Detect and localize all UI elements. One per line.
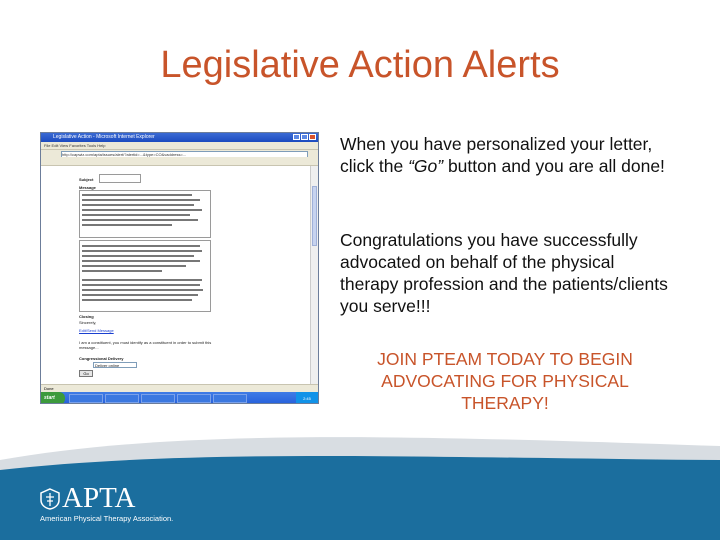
text-line <box>82 250 202 252</box>
text-line <box>82 270 162 272</box>
status-bar: Done <box>41 384 318 392</box>
window-title: Legislative Action - Microsoft Internet Explorer <box>53 134 155 140</box>
text-line <box>82 214 190 216</box>
message-textarea-1[interactable] <box>79 190 211 238</box>
go-quote: “Go” <box>408 156 444 176</box>
system-tray-clock: 2:45 <box>296 392 318 404</box>
closing-value: Sincerely, <box>79 320 97 325</box>
text-line <box>82 294 198 296</box>
text-line <box>82 260 200 262</box>
browser-menubar[interactable]: File Edit View Favorites Tools Help <box>41 142 318 149</box>
window-titlebar <box>41 133 318 142</box>
text-line <box>82 219 198 221</box>
text-line <box>82 204 194 206</box>
address-field[interactable]: http://capwiz.com/apta/issues/alert/?alertid=...&type=CO&vaddress=... <box>61 151 308 158</box>
instruction-paragraph <box>340 133 670 177</box>
apta-emblem-icon <box>40 488 60 510</box>
taskbar-item[interactable] <box>177 394 211 403</box>
taskbar <box>41 392 318 404</box>
taskbar-item[interactable] <box>141 394 175 403</box>
subject-label: Subject <box>79 177 94 182</box>
go-button[interactable]: Go <box>79 370 93 377</box>
maximize-button[interactable] <box>301 134 308 140</box>
slide-title: Legislative Action Alerts <box>160 44 560 86</box>
start-button[interactable]: start <box>41 392 65 404</box>
taskbar-item[interactable] <box>213 394 247 403</box>
window-controls <box>293 134 316 140</box>
links-toolbar <box>41 157 318 166</box>
edit-message-link[interactable]: Edit/Send Message <box>79 328 114 333</box>
text-line <box>82 245 200 247</box>
text-line <box>82 284 200 286</box>
web-page <box>41 166 312 384</box>
text-line <box>82 194 192 196</box>
logo-name: APTA <box>62 482 136 514</box>
taskbar-item[interactable] <box>69 394 103 403</box>
browser-screenshot <box>40 132 319 404</box>
minimize-button[interactable] <box>293 134 300 140</box>
close-button[interactable] <box>309 134 316 140</box>
text-line <box>82 224 172 226</box>
instruction-text-1: When you have personalized your letter, click the <box>340 134 653 176</box>
text-line <box>82 255 194 257</box>
message-label: Message <box>79 185 96 190</box>
taskbar-item[interactable] <box>105 394 139 403</box>
logo-subtitle: American Physical Therapy Association. <box>40 514 174 523</box>
constituent-checkbox-text[interactable]: I am a constituent, you must identify as a constituent in order to submit this message... <box>79 340 212 350</box>
subject-input[interactable] <box>99 174 141 183</box>
text-line <box>82 289 203 291</box>
text-line <box>82 265 186 267</box>
vertical-scrollbar[interactable] <box>310 166 318 384</box>
congratulations-paragraph: Congratulations you have successfully advocated on behalf of the physical therapy profession and the patients/clients you serve!!! <box>340 230 668 316</box>
scrollbar-thumb[interactable] <box>312 186 317 246</box>
closing-label: Closing <box>79 314 94 319</box>
text-line <box>82 199 200 201</box>
text-line <box>82 209 202 211</box>
delivery-select[interactable]: Deliver online <box>93 362 137 368</box>
instruction-text-2: button and you are all done! <box>443 156 665 176</box>
call-to-action: JOIN PTEAM TODAY TO BEGIN ADVOCATING FOR PHYSICAL THERAPY! <box>377 349 633 413</box>
delivery-label: Congressional Delivery <box>79 356 124 361</box>
message-textarea-2[interactable] <box>79 240 211 312</box>
text-line <box>82 299 192 301</box>
text-line <box>82 279 202 281</box>
